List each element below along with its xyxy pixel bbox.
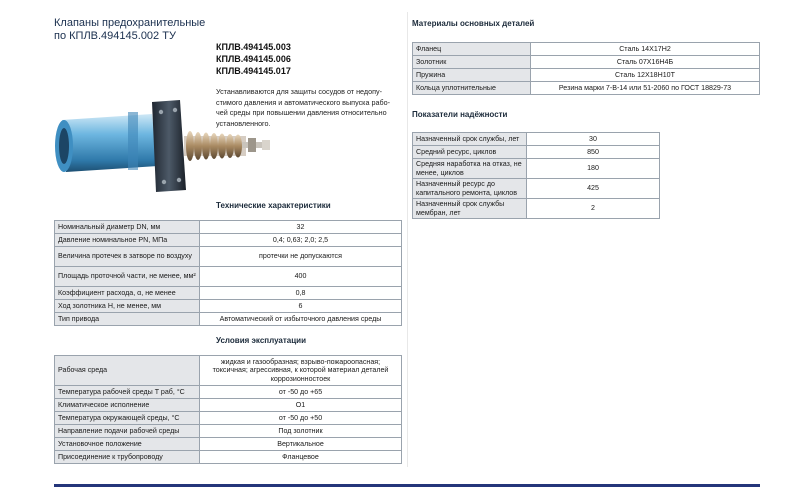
row-value: 0,8 [200, 287, 402, 300]
document-title [54, 17, 205, 43]
row-value: 400 [200, 267, 402, 287]
row-label: Кольца уплотнительные [413, 82, 531, 95]
model-list [216, 41, 291, 77]
row-value: Сталь 12Х18Н10Т [531, 69, 760, 82]
row-value: протечки не допускаются [200, 247, 402, 267]
table-row [413, 179, 660, 199]
table-row [55, 313, 402, 326]
row-value: 850 [527, 146, 660, 159]
row-label: Ход золотника H, не менее, мм [55, 300, 200, 313]
table-row [413, 82, 760, 95]
table-row [55, 386, 402, 399]
title-line-2: по КПЛВ.494145.002 ТУ [54, 30, 176, 42]
row-label: Величина протечек в затворе по воздуху [55, 247, 200, 267]
table-row [55, 234, 402, 247]
table-row [55, 267, 402, 287]
row-label: Температура окружающей среды, °С [55, 412, 200, 425]
row-value: 2 [527, 199, 660, 219]
model-item: КПЛВ.494145.006 [216, 54, 291, 64]
row-label: Площадь проточной части, не менее, мм² [55, 267, 200, 287]
row-label: Пружина [413, 69, 531, 82]
row-label: Назначенный ресурс до капитального ремонта, циклов [413, 179, 527, 199]
table-row [55, 451, 402, 464]
table-row [55, 221, 402, 234]
row-label: Климатическое исполнение [55, 399, 200, 412]
row-value: 32 [200, 221, 402, 234]
row-value: 6 [200, 300, 402, 313]
table-row [55, 247, 402, 267]
row-value: от -50 до +65 [200, 386, 402, 399]
title-line-1: Клапаны предохранительные [54, 17, 206, 29]
row-value: Сталь 14Х17Н2 [531, 43, 760, 56]
row-label: Фланец [413, 43, 531, 56]
table-row [55, 300, 402, 313]
row-value: О1 [200, 399, 402, 412]
table-row [413, 69, 760, 82]
valve-product-image [48, 96, 274, 200]
row-label: Установочное положение [55, 438, 200, 451]
materials-heading: Материалы основных деталей [412, 19, 535, 28]
row-value: Резина марки 7-В-14 или 51-2060 по ГОСТ 18829-73 [531, 82, 760, 95]
row-value: 425 [527, 179, 660, 199]
table-row [55, 356, 402, 386]
model-item: КПЛВ.494145.017 [216, 66, 291, 76]
table-row [55, 425, 402, 438]
table-row [413, 159, 660, 179]
conditions-heading: Условия эксплуатации [216, 336, 306, 345]
description-line: чей среды при повышении давления относительно [216, 108, 387, 117]
row-label: Тип привода [55, 313, 200, 326]
row-label: Назначенный срок службы мембран, лет [413, 199, 527, 219]
row-value: от -50 до +50 [200, 412, 402, 425]
conditions-table [54, 355, 402, 464]
row-label: Температура рабочей среды T раб, °С [55, 386, 200, 399]
column-separator [407, 12, 408, 467]
description-line: установленного. [216, 118, 271, 128]
table-row [55, 287, 402, 300]
row-value: 0,4; 0,63; 2,0; 2,5 [200, 234, 402, 247]
table-row [55, 399, 402, 412]
table-row [413, 43, 760, 56]
table-row [55, 412, 402, 425]
description-line: стимого давления и автоматического выпуска рабо- [216, 97, 390, 107]
row-value: 180 [527, 159, 660, 179]
row-label: Номинальный диаметр DN, мм [55, 221, 200, 234]
row-label: Назначенный срок службы, лет [413, 133, 527, 146]
row-label: Средний ресурс, циклов [413, 146, 527, 159]
row-label: Присоединение к трубопроводу [55, 451, 200, 464]
bottom-rule [54, 484, 760, 487]
row-label: Средняя наработка на отказ, не менее, циклов [413, 159, 527, 179]
description-line: Устанавливаются для защиты сосудов от недопу- [216, 87, 382, 96]
row-label: Давление номинальное PN, МПа [55, 234, 200, 247]
table-row [413, 146, 660, 159]
table-row [413, 199, 660, 219]
row-label: Коэффициент расхода, α, не менее [55, 287, 200, 300]
tech-heading: Технические характеристики [216, 201, 331, 210]
row-value: Под золотник [200, 425, 402, 438]
tech-table [54, 220, 402, 326]
row-value: жидкая и газообразная; взрыво-пожароопасная; токсичная; агрессивная, к которой материал деталей коррозионностоек [200, 356, 402, 386]
reliability-table [412, 132, 660, 219]
reliability-heading: Показатели надёжности [412, 110, 508, 119]
table-row [55, 438, 402, 451]
row-value: Сталь 07Х16Н4Б [531, 56, 760, 69]
row-value: Фланцевое [200, 451, 402, 464]
row-value: Вертикальное [200, 438, 402, 451]
row-label: Золотник [413, 56, 531, 69]
materials-table [412, 42, 760, 95]
row-value: 30 [527, 133, 660, 146]
row-label: Рабочая среда [55, 356, 200, 386]
row-label: Направление подачи рабочей среды [55, 425, 200, 438]
row-value: Автоматический от избыточного давления среды [200, 313, 402, 326]
table-row [413, 56, 760, 69]
model-item: КПЛВ.494145.003 [216, 42, 291, 52]
table-row [413, 133, 660, 146]
